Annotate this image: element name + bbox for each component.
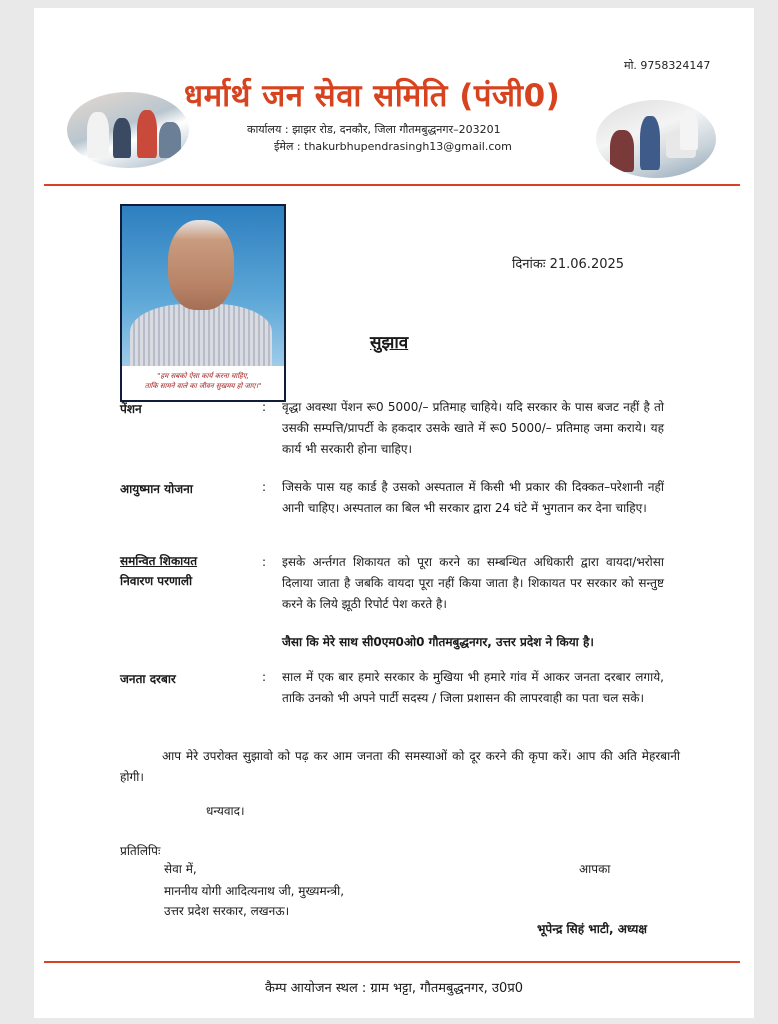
signature: भूपेन्द्र सिहं भाटी, अध्यक्ष — [537, 922, 647, 936]
office-address: कार्यालय : झाझर रोड, दनकौर, जिला गौतमबुद्धनगर–203201 — [247, 123, 501, 136]
email-address: ईमेल : thakurbhupendrasingh13@gmail.com — [274, 140, 512, 153]
section-label-grievance-line1: समन्वित शिकायत — [120, 554, 198, 568]
phone-number: मो. 9758324147 — [624, 59, 711, 72]
section-label-pension: पेंशन — [120, 402, 142, 416]
section-text-janta-darbar: साल में एक बार हमारे सरकार के मुखिया भी हमारे गांव में आकर जनता दरबार लगाये, ताकि उनको भी अपने पार्टी सदस्य / जिला प्रशासन की लापरवाही का पता चल सके। — [282, 670, 664, 705]
copy-line-1: सेवा में, — [164, 862, 197, 876]
thanks-text: धन्यवाद। — [206, 804, 245, 818]
section-colon: : — [262, 670, 267, 684]
copy-label: प्रतिलिपिः — [120, 844, 161, 858]
footer-venue: कैम्प आयोजन स्थल : ग्राम भट्टा, गौतमबुद्धनगर, उ0प्र0 — [265, 981, 523, 996]
letter-heading: सुझाव — [370, 333, 409, 353]
section-colon: : — [262, 400, 267, 414]
portrait-photo — [120, 204, 286, 402]
section-text-ayushman: जिसके पास यह कार्ड है उसको अस्पताल में किसी भी प्रकार की दिक्कत–परेशानी नहीं आनी चाहिए। अस्पताल का बिल भी सरकार द्वारा 24 घंटे में भुगतान कर देना चाहिए। — [282, 480, 664, 515]
letter-page — [34, 8, 754, 1018]
section-label-janta-darbar: जनता दरबार — [120, 672, 176, 686]
camp-photo-right — [596, 100, 716, 178]
portrait-quote: "हम सबको ऐसा कार्य करना चाहिए, ताकि सामने वाले का जीवन सुखमय हो जाए।" — [122, 366, 284, 400]
sign-off: आपका — [579, 862, 611, 876]
closing-paragraph: आप मेरे उपरोक्त सुझावो को पढ़ कर आम जनता की समस्याओं को दूर करने की कृपा करें। आप की अति मेहरबानी होगी। — [120, 749, 680, 784]
organization-title: धर्मार्थ जन सेवा समिति (पंजी0) — [184, 78, 561, 114]
letter-date: दिनांकः 21.06.2025 — [512, 257, 625, 272]
copy-line-2: माननीय योगी आदित्यनाथ जी, मुख्यमन्त्री, — [164, 884, 345, 898]
copy-line-3: उत्तर प्रदेश सरकार, लखनऊ। — [164, 904, 290, 918]
section-text-pension: वृद्धा अवस्था पेंशन रू0 5000/– प्रतिमाह चाहिये। यदि सरकार के पास बजट नहीं है तो उसकी सम्पत्ति/प्रापर्टी के हकदार उसके खाते में रू0 5000/– प्रतिमाह जमा कराये। यह कार्य भी सरकारी होना चाहिए। — [282, 400, 664, 456]
section-text-grievance: इसके अर्न्तगत शिकायत को पूरा करने का सम्बन्धित अधिकारी द्वारा वायदा/भरोसा दिलाया जाता है जबकि वायदा पूरा नहीं किया जाता है। शिकायत पर सरकार को सन्तुष्ट करने के लिये झूठी रिपोर्ट पेश करते है। — [282, 555, 664, 611]
header-divider — [44, 184, 740, 186]
camp-photo-left — [67, 92, 189, 168]
footer-divider — [44, 961, 740, 963]
section-colon: : — [262, 555, 267, 569]
grievance-highlight: जैसा कि मेरे साथ सी0एम0ओ0 गौतमबुद्धनगर, उत्तर प्रदेश ने किया है। — [282, 635, 594, 649]
section-label-ayushman: आयुष्मान योजना — [120, 482, 193, 496]
section-colon: : — [262, 480, 267, 494]
section-label-grievance-line2: निवारण परणाली — [120, 574, 193, 588]
